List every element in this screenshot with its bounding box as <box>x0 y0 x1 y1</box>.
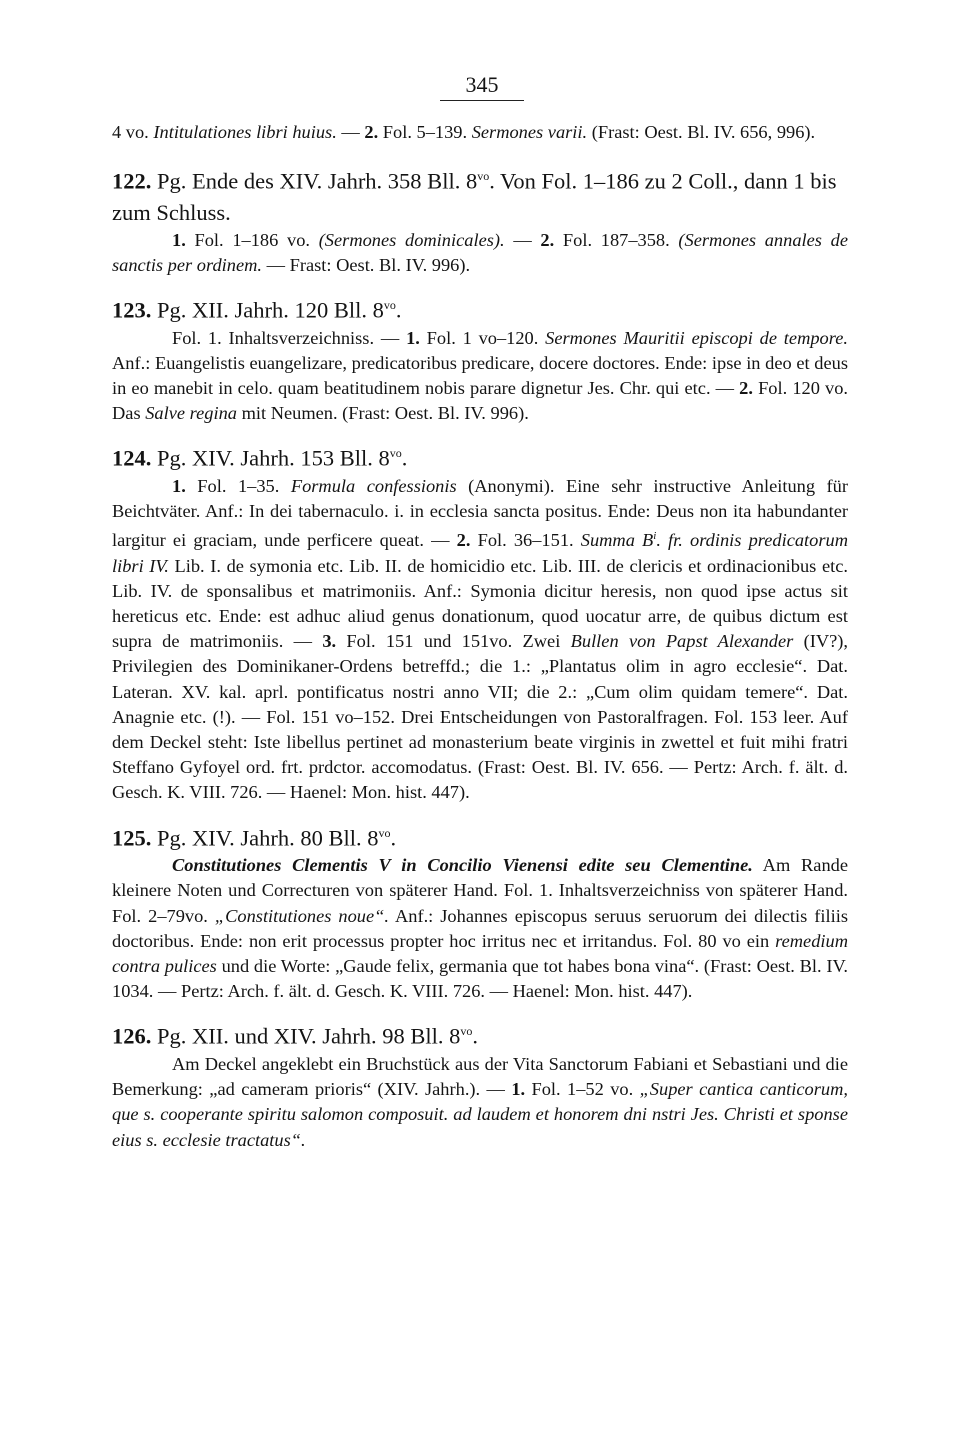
entry-123-body: Fol. 1. Inhaltsverzeichniss. — 1. Fol. 1 vo–120. Sermones Mauritii episcopi de tempore. Anf.: Euangelistis euangelizare, predicatoribus predicare, docere doctores. Ende: ipse in deo et deus in eo manebit in celo. quam beatitudinem nobis parare dignetur Jes. Chr. qui etc. — 2. Fol. 120 vo. Das Salve regina mit Neumen. (Frast: Oest. Bl. IV. 996). <box>112 327 848 424</box>
intro-continuation: 4 vo. Intitulationes libri huius. — 2. Fol. 5–139. Sermones varii. (Frast: Oest. Bl. IV. 656, 996). <box>112 122 816 142</box>
entry-122-heading: 122. Pg. Ende des XIV. Jahrh. 358 Bll. $8^{vo}$. Von Fol. 1–186 zu 2 Coll., dann 1 bis zum Schluss. <box>112 168 837 225</box>
entry-125-heading: 125. Pg. XIV. Jahrh. 80 Bll. $8^{vo}$. <box>112 825 397 851</box>
entry-123-heading: 123. Pg. XII. Jahrh. 120 Bll. $8^{vo}$. <box>112 297 402 323</box>
entry-125-body: Constitutiones Clementis V in Concilio Vienensi edite seu Clementine. Am Rande kleinere Noten und Correcturen von späterer Hand. Fol. 1. Inhaltsverzeichniss von späterer Hand. Fol. 2–79vo. „Constitutiones noue“. Anf.: Johannes episcopus seruus seruorum dei dilectis filiis doctoribus. Ende: non erit processus propter hoc irritus nec et irritandus. Fol. 80 vo ein remedium contra pulices und die Worte: „Gaude felix, germania que tot habes bona vina“. (Frast: Oest. Bl. IV. 1034. — Pertz: Arch. f. ält. d. Gesch. K. VIII. 726. — Haenel: Mon. hist. 447). <box>112 855 848 1002</box>
page-number: 345 <box>465 72 499 97</box>
entry-122-body: 1. Fol. 1–186 vo. (Sermones dominicales). — 2. Fol. 187–358. (Sermones annales de sanctis per ordinem. — Frast: Oest. Bl. IV. 996). <box>112 229 848 275</box>
entry-124-body: 1. Fol. 1–35. Formula confessionis (Anonymi). Eine sehr instructive Anleitung für Beichtväter. Anf.: In dei tabernaculo. i. in ecclesia sancta positus. Ende: Deus non ita habundanter largitur ei graciam, unde perficere queat. — 2. Fol. 36–151. Summa $B^i$. fr. ordinis predicatorum libri IV. Lib. I. de symonia etc. Lib. II. de homicidio etc. Lib. III. de clericis et ordinacionibus etc. Lib. IV. de sponsalibus et matrimoniis. Anf.: Symonia dicitur heresis, non quod ipse actus sit hereticus etc. Ende: est adhuc aliud genus donationum, quod uocatur arre, de quibus dictum est supra de matrimoniis. — 3. Fol. 151 und 151vo. Zwei Bullen von Papst Alexander (IV?), Privilegien des Dominikaner-Ordens betreffd.; die 1.: „Plantatus olim in agro ecclesie“. Dat. Lateran. XV. kal. aprl. pontificatus nostri anno VII; die 2.: „Cum olim quidam temere“. Dat. Anagnie etc. (!). — Fol. 151 vo–152. Drei Entscheidungen von Pastoralfragen. Fol. 153 leer. Auf dem Deckel steht: Iste libellus pertinet ad monasterium beate virginis in zwettel et fuit mihi fratri Steffano Gyfoyel ord. frt. prdctor. accomodatus. (Frast: Oest. Bl. IV. 656. — Pertz: Arch. f. ält. d. Gesch. K. VIII. 726. — Haenel: Mon. hist. 447). <box>112 475 848 803</box>
entry-126-heading: 126. Pg. XII. und XIV. Jahrh. 98 Bll. $8^{vo}$. <box>112 1023 478 1049</box>
page-number-rule <box>440 100 524 101</box>
entry-126-body: Am Deckel angeklebt ein Bruchstück aus der Vita Sanctorum Fabiani et Sebastiani und die Bemerkung: „ad cameram prioris“ (XIV. Jahrh.). — 1. Fol. 1–52 vo. „Super cantica canticorum, que s. cooperante spiritu salomon composuit. ad laudem et honorem dni nstri Jes. Christi et sponse eius s. ecclesie tractatus“. <box>112 1053 848 1150</box>
entry-124-heading: 124. Pg. XIV. Jahrh. 153 Bll. $8^{vo}$. <box>112 445 408 471</box>
page-content <box>112 120 848 1153</box>
